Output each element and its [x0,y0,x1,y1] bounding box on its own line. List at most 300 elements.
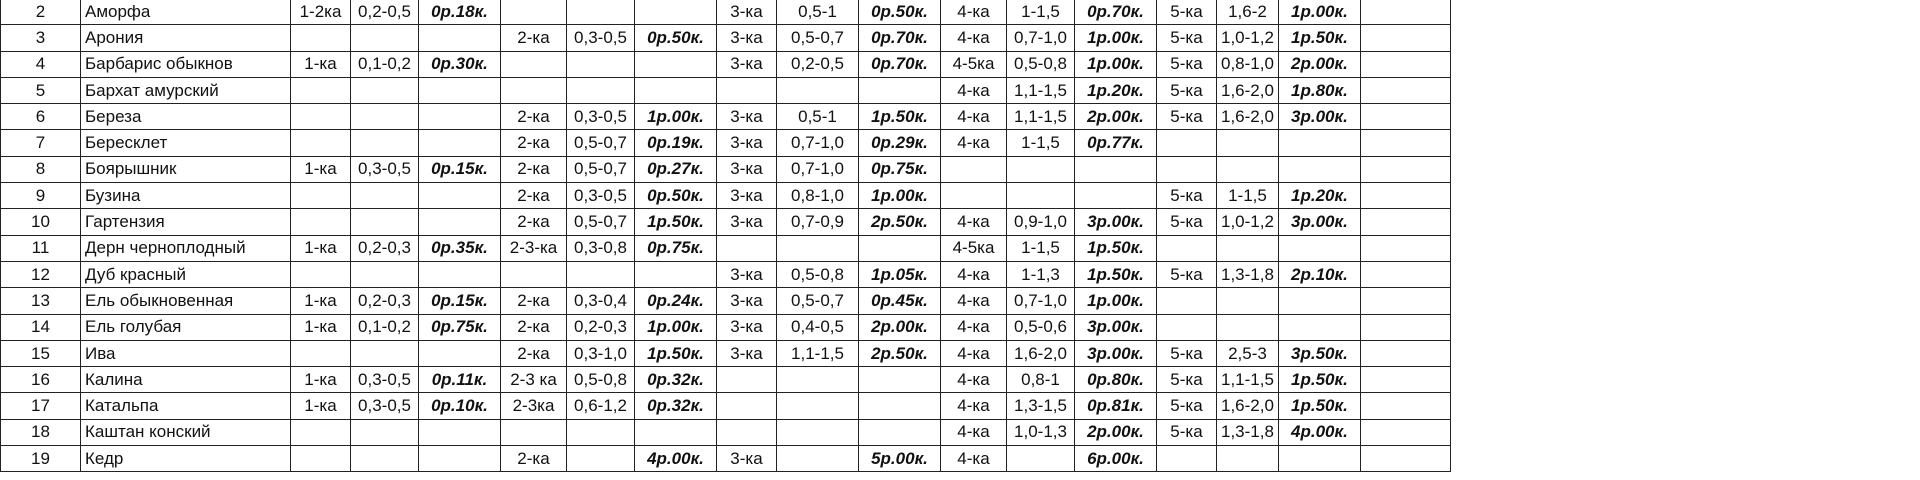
group5-height-cell: 1,6-2,0 [1217,104,1279,130]
group4-height-cell: 0,8-1 [1007,367,1075,393]
group4-age-cell: 4-5ка [941,51,1007,77]
group1-height-cell [351,340,419,366]
group2-price-cell: 1р.50к. [635,209,717,235]
group5-age-cell: 5-ка [1157,393,1217,419]
empty-cell [1360,51,1450,77]
group4-price-cell: 3р.00к. [1075,209,1157,235]
group5-height-cell: 1,6-2,0 [1217,393,1279,419]
group5-age-cell: 5-ка [1157,77,1217,103]
plant-name: Бархат амурский [81,77,291,103]
group5-height-cell: 1,0-1,2 [1217,209,1279,235]
group3-age-cell: 3-ка [717,340,777,366]
group1-age-cell [291,209,351,235]
group4-height-cell [1007,183,1075,209]
group2-price-cell: 1р.00к. [635,104,717,130]
plant-name: Арония [81,25,291,51]
group4-height-cell: 1-1,5 [1007,130,1075,156]
group2-age-cell: 2-3-ка [501,235,567,261]
group1-height-cell: 0,1-0,2 [351,314,419,340]
group1-height-cell: 0,2-0,3 [351,288,419,314]
group4-height-cell: 0,5-0,8 [1007,51,1075,77]
row-number: 7 [1,130,81,156]
empty-cell [1360,288,1450,314]
group5-age-cell: 5-ка [1157,261,1217,287]
group3-price-cell: 0р.70к. [859,25,941,51]
group2-height-cell: 0,3-0,5 [567,25,635,51]
group1-age-cell: 1-ка [291,235,351,261]
row-number: 3 [1,25,81,51]
group2-height-cell: 0,3-1,0 [567,340,635,366]
group2-price-cell: 0р.75к. [635,235,717,261]
group2-height-cell [567,419,635,445]
row-number: 4 [1,51,81,77]
group1-price-cell [419,446,501,472]
group3-age-cell [717,235,777,261]
group3-height-cell: 1,1-1,5 [777,340,859,366]
group2-price-cell [635,261,717,287]
group3-height-cell [777,367,859,393]
plant-name: Дуб красный [81,261,291,287]
group5-age-cell: 5-ка [1157,367,1217,393]
group5-price-cell [1278,288,1360,314]
empty-cell [1360,25,1450,51]
empty-cell [1360,130,1450,156]
group3-height-cell [777,235,859,261]
group1-age-cell: 1-ка [291,156,351,182]
group4-age-cell: 4-ка [941,130,1007,156]
table-row [1,314,1451,340]
group4-height-cell: 1,1-1,5 [1007,77,1075,103]
row-number: 18 [1,419,81,445]
group2-age-cell: 2-ка [501,288,567,314]
group5-price-cell: 3р.00к. [1278,209,1360,235]
group3-price-cell: 0р.45к. [859,288,941,314]
group3-price-cell: 0р.75к. [859,156,941,182]
empty-cell [1360,367,1450,393]
group4-age-cell [941,156,1007,182]
group1-price-cell [419,25,501,51]
group3-price-cell: 2р.00к. [859,314,941,340]
group3-height-cell: 0,7-1,0 [777,130,859,156]
group4-age-cell: 4-ка [941,104,1007,130]
group4-height-cell: 0,5-0,6 [1007,314,1075,340]
group4-height-cell: 1,6-2,0 [1007,340,1075,366]
group2-age-cell: 2-ка [501,104,567,130]
group1-price-cell: 0р.10к. [419,393,501,419]
group5-age-cell: 5-ка [1157,183,1217,209]
group1-height-cell [351,446,419,472]
group3-price-cell [859,235,941,261]
group4-price-cell: 1р.50к. [1075,235,1157,261]
table-row [1,77,1451,103]
group1-height-cell [351,104,419,130]
group3-price-cell: 0р.50к. [859,0,941,25]
group1-age-cell [291,446,351,472]
group5-age-cell [1157,288,1217,314]
table-row [1,130,1451,156]
group4-price-cell: 0р.80к. [1075,367,1157,393]
group2-height-cell [567,51,635,77]
group5-height-cell: 1-1,5 [1217,183,1279,209]
group1-price-cell: 0р.18к. [419,0,501,25]
group4-price-cell: 1р.50к. [1075,261,1157,287]
group3-age-cell: 3-ка [717,104,777,130]
row-number: 9 [1,183,81,209]
group2-height-cell: 0,5-0,7 [567,209,635,235]
group5-height-cell: 1,6-2,0 [1217,77,1279,103]
group2-height-cell [567,446,635,472]
group2-price-cell: 0р.24к. [635,288,717,314]
group5-height-cell: 1,6-2 [1217,0,1279,25]
group5-height-cell [1217,130,1279,156]
table-row [1,393,1451,419]
group5-price-cell: 2р.00к. [1278,51,1360,77]
group1-age-cell: 1-ка [291,51,351,77]
group1-age-cell [291,419,351,445]
group4-age-cell: 4-ка [941,77,1007,103]
table-row [1,25,1451,51]
group1-height-cell [351,261,419,287]
empty-cell [1360,77,1450,103]
table-row [1,419,1451,445]
group1-height-cell [351,183,419,209]
group1-age-cell [291,25,351,51]
row-number: 12 [1,261,81,287]
group3-height-cell [777,77,859,103]
row-number: 8 [1,156,81,182]
group3-height-cell: 0,4-0,5 [777,314,859,340]
group4-price-cell: 3р.00к. [1075,340,1157,366]
group2-price-cell: 0р.50к. [635,183,717,209]
row-number: 6 [1,104,81,130]
group2-price-cell [635,51,717,77]
group4-price-cell: 0р.70к. [1075,0,1157,25]
group5-price-cell: 2р.10к. [1278,261,1360,287]
group4-price-cell [1075,156,1157,182]
group1-price-cell [419,261,501,287]
group1-height-cell: 0,3-0,5 [351,156,419,182]
group3-age-cell: 3-ка [717,314,777,340]
group2-age-cell [501,51,567,77]
group2-price-cell [635,419,717,445]
group5-height-cell: 1,0-1,2 [1217,25,1279,51]
group1-price-cell [419,77,501,103]
group3-age-cell: 3-ка [717,25,777,51]
group1-age-cell [291,261,351,287]
row-number: 14 [1,314,81,340]
group5-price-cell: 1р.50к. [1278,367,1360,393]
group1-age-cell [291,183,351,209]
group4-price-cell: 0р.81к. [1075,393,1157,419]
group2-height-cell [567,261,635,287]
group2-height-cell [567,0,635,25]
group4-price-cell: 1р.00к. [1075,288,1157,314]
plant-name: Береза [81,104,291,130]
row-number: 5 [1,77,81,103]
group4-age-cell: 4-ка [941,419,1007,445]
group3-price-cell: 0р.70к. [859,51,941,77]
plant-name: Кедр [81,446,291,472]
plant-name: Дерн черноплодный [81,235,291,261]
group2-height-cell: 0,5-0,8 [567,367,635,393]
group2-price-cell: 1р.00к. [635,314,717,340]
group3-height-cell: 0,8-1,0 [777,183,859,209]
group2-price-cell: 0р.32к. [635,367,717,393]
group2-age-cell: 2-ка [501,314,567,340]
group5-height-cell: 1,3-1,8 [1217,419,1279,445]
group2-height-cell [567,77,635,103]
plant-name: Бересклет [81,130,291,156]
group5-height-cell: 1,3-1,8 [1217,261,1279,287]
group5-height-cell: 1,1-1,5 [1217,367,1279,393]
group3-height-cell: 0,5-0,7 [777,25,859,51]
group2-price-cell: 0р.32к. [635,393,717,419]
group4-height-cell: 1-1,3 [1007,261,1075,287]
group4-age-cell: 4-ка [941,25,1007,51]
group4-price-cell: 3р.00к. [1075,314,1157,340]
group2-age-cell: 2-3 ка [501,367,567,393]
group1-price-cell [419,209,501,235]
group2-price-cell: 0р.50к. [635,25,717,51]
group2-age-cell: 2-ка [501,25,567,51]
group3-height-cell [777,446,859,472]
group1-height-cell: 0,2-0,3 [351,235,419,261]
row-number: 15 [1,340,81,366]
empty-cell [1360,104,1450,130]
group4-age-cell: 4-ка [941,314,1007,340]
group3-price-cell: 1р.50к. [859,104,941,130]
table-row [1,104,1451,130]
table-row [1,367,1451,393]
table-row [1,183,1451,209]
group3-height-cell [777,419,859,445]
group3-height-cell: 0,5-0,8 [777,261,859,287]
group1-price-cell [419,340,501,366]
plant-name: Каштан конский [81,419,291,445]
group5-age-cell [1157,156,1217,182]
empty-cell [1360,446,1450,472]
group5-price-cell [1278,130,1360,156]
group1-age-cell: 1-ка [291,393,351,419]
group3-age-cell [717,419,777,445]
plant-name: Гартензия [81,209,291,235]
group1-price-cell: 0р.35к. [419,235,501,261]
group5-price-cell: 1р.50к. [1278,393,1360,419]
group1-age-cell: 1-ка [291,314,351,340]
group2-price-cell [635,77,717,103]
group5-age-cell [1157,130,1217,156]
group4-price-cell: 1р.20к. [1075,77,1157,103]
group1-height-cell: 0,2-0,5 [351,0,419,25]
group2-height-cell: 0,3-0,8 [567,235,635,261]
empty-cell [1360,261,1450,287]
group4-age-cell [941,183,1007,209]
row-number: 10 [1,209,81,235]
group3-age-cell [717,393,777,419]
group5-price-cell: 3р.00к. [1278,104,1360,130]
group3-age-cell: 3-ка [717,288,777,314]
plant-name: Барбарис обыкнов [81,51,291,77]
group4-height-cell: 1-1,5 [1007,0,1075,25]
group2-age-cell: 2-ка [501,183,567,209]
group3-height-cell: 0,5-0,7 [777,288,859,314]
group1-price-cell: 0р.15к. [419,288,501,314]
group2-age-cell: 2-ка [501,446,567,472]
plant-name: Боярышник [81,156,291,182]
group4-price-cell: 1р.00к. [1075,25,1157,51]
group1-height-cell: 0,3-0,5 [351,393,419,419]
group5-height-cell: 2,5-3 [1217,340,1279,366]
table-row [1,156,1451,182]
group4-price-cell [1075,183,1157,209]
group5-age-cell: 5-ка [1157,104,1217,130]
group4-height-cell: 1-1,5 [1007,235,1075,261]
group3-price-cell: 5р.00к. [859,446,941,472]
group4-height-cell: 0,9-1,0 [1007,209,1075,235]
group5-age-cell: 5-ка [1157,51,1217,77]
group4-height-cell: 1,3-1,5 [1007,393,1075,419]
group5-price-cell: 1р.80к. [1278,77,1360,103]
table-row [1,340,1451,366]
group1-height-cell [351,77,419,103]
group1-height-cell [351,419,419,445]
group1-price-cell: 0р.75к. [419,314,501,340]
group4-age-cell: 4-ка [941,393,1007,419]
empty-cell [1360,156,1450,182]
group3-price-cell [859,419,941,445]
group1-price-cell: 0р.30к. [419,51,501,77]
group5-height-cell: 0,8-1,0 [1217,51,1279,77]
group4-price-cell: 6р.00к. [1075,446,1157,472]
group1-age-cell: 1-2ка [291,0,351,25]
group4-price-cell: 2р.00к. [1075,419,1157,445]
group3-age-cell: 3-ка [717,51,777,77]
group4-height-cell [1007,446,1075,472]
group3-height-cell: 0,7-1,0 [777,156,859,182]
group1-price-cell [419,104,501,130]
group2-height-cell: 0,2-0,3 [567,314,635,340]
group4-age-cell: 4-ка [941,261,1007,287]
group3-price-cell: 2р.50к. [859,340,941,366]
group1-age-cell: 1-ка [291,288,351,314]
group4-height-cell: 1,1-1,5 [1007,104,1075,130]
group5-price-cell: 3р.50к. [1278,340,1360,366]
table-row [1,446,1451,472]
row-number: 11 [1,235,81,261]
group1-age-cell [291,77,351,103]
group2-age-cell: 2-ка [501,130,567,156]
group4-price-cell: 2р.00к. [1075,104,1157,130]
plant-name: Бузина [81,183,291,209]
group4-height-cell: 0,7-1,0 [1007,288,1075,314]
group5-age-cell [1157,314,1217,340]
group2-age-cell [501,77,567,103]
group5-price-cell [1278,235,1360,261]
row-number: 13 [1,288,81,314]
group4-age-cell: 4-ка [941,209,1007,235]
group5-height-cell [1217,446,1279,472]
group5-age-cell: 5-ка [1157,25,1217,51]
table-row [1,235,1451,261]
empty-cell [1360,419,1450,445]
plant-name: Калина [81,367,291,393]
group1-age-cell [291,130,351,156]
group5-height-cell [1217,235,1279,261]
group4-age-cell: 4-5ка [941,235,1007,261]
group3-age-cell: 3-ка [717,130,777,156]
group4-age-cell: 4-ка [941,0,1007,25]
group2-age-cell [501,419,567,445]
group3-height-cell: 0,2-0,5 [777,51,859,77]
group4-age-cell: 4-ка [941,340,1007,366]
group5-price-cell [1278,156,1360,182]
group3-age-cell: 3-ка [717,156,777,182]
group3-height-cell: 0,7-0,9 [777,209,859,235]
group1-height-cell: 0,3-0,5 [351,367,419,393]
group3-age-cell: 3-ка [717,261,777,287]
group1-height-cell [351,25,419,51]
group5-height-cell [1217,156,1279,182]
group3-height-cell: 0,5-1 [777,104,859,130]
group5-price-cell: 1р.50к. [1278,25,1360,51]
group2-age-cell: 2-3ка [501,393,567,419]
plant-name: Аморфа [81,0,291,25]
group1-price-cell: 0р.11к. [419,367,501,393]
group2-age-cell [501,261,567,287]
group4-height-cell [1007,156,1075,182]
group3-price-cell: 1р.05к. [859,261,941,287]
group3-age-cell: 3-ка [717,446,777,472]
group2-age-cell [501,0,567,25]
table-row [1,261,1451,287]
group4-age-cell: 4-ка [941,288,1007,314]
group5-price-cell: 4р.00к. [1278,419,1360,445]
group1-age-cell: 1-ка [291,367,351,393]
group2-height-cell: 0,5-0,7 [567,156,635,182]
row-number: 17 [1,393,81,419]
empty-cell [1360,235,1450,261]
group5-age-cell: 5-ка [1157,209,1217,235]
group4-height-cell: 0,7-1,0 [1007,25,1075,51]
group2-price-cell: 0р.19к. [635,130,717,156]
group1-height-cell [351,130,419,156]
group2-age-cell: 2-ка [501,209,567,235]
group1-price-cell [419,419,501,445]
empty-cell [1360,209,1450,235]
group2-height-cell: 0,5-0,7 [567,130,635,156]
plant-name: Ель обыкновенная [81,288,291,314]
group5-age-cell: 5-ка [1157,419,1217,445]
empty-cell [1360,393,1450,419]
table-row [1,0,1451,25]
row-number: 19 [1,446,81,472]
group3-age-cell: 3-ка [717,183,777,209]
group3-age-cell [717,367,777,393]
group3-price-cell [859,77,941,103]
group2-price-cell: 0р.27к. [635,156,717,182]
group2-height-cell: 0,3-0,5 [567,104,635,130]
group5-age-cell [1157,446,1217,472]
group5-height-cell [1217,314,1279,340]
group4-price-cell: 1р.00к. [1075,51,1157,77]
group4-age-cell: 4-ка [941,446,1007,472]
group3-height-cell: 0,5-1 [777,0,859,25]
group3-price-cell [859,367,941,393]
group3-age-cell: 3-ка [717,209,777,235]
group5-age-cell: 5-ка [1157,0,1217,25]
group1-age-cell [291,340,351,366]
plant-name: Ель голубая [81,314,291,340]
